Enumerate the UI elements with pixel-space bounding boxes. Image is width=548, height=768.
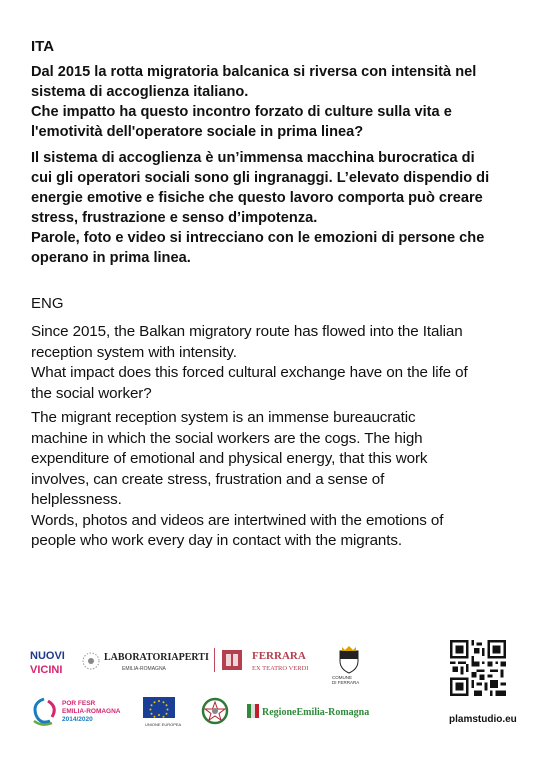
text-line: energie emotive e fisiche che questo lavoro comporta può creare — [31, 190, 483, 206]
text-line: Words, photos and videos are intertwined with the emotions of — [31, 511, 444, 529]
text-line: involves, can create stress, frustration and a sense of — [31, 470, 385, 488]
logo-text: EMILIA-ROMAGNA — [62, 708, 121, 715]
theater-icon — [222, 650, 242, 670]
text-line: helplessness. — [31, 491, 122, 508]
eu-flag-logo — [141, 697, 182, 736]
logo-text: POR FESR — [62, 700, 96, 707]
logo-text: FERRARA — [252, 650, 306, 662]
text-line: Since 2015, the Balkan migratory route has flowed into the Italian — [31, 323, 463, 340]
eng-paragraph-1 — [31, 322, 531, 404]
divider — [214, 648, 215, 672]
text-line: The migrant reception system is an immense bureaucratic — [31, 409, 416, 426]
logo-text: EMILIA-ROMAGNA — [122, 666, 166, 672]
por-fesr-logo — [30, 695, 121, 734]
text-line: What impact does this forced cultural exchange have on the life of — [31, 364, 468, 381]
text-line: machine in which the social workers are the cogs. The high — [31, 429, 423, 447]
swirl-icon — [34, 699, 54, 725]
logo-text: DI FERRARA — [332, 680, 360, 685]
italian-republic-emblem — [200, 696, 230, 731]
logo-text: NUOVI — [30, 650, 65, 662]
coat-of-arms-icon — [340, 646, 358, 673]
logo-text: LABORATORIAPERTI — [104, 652, 209, 663]
flag-stripe-icon — [247, 704, 251, 718]
regione-emilia-romagna-logo — [247, 704, 370, 725]
text-line: Dal 2015 la rotta migratoria balcanica si riversa con intensità nel — [31, 64, 477, 80]
logo-text: UNIONE EUROPEA — [145, 722, 182, 727]
logo-text: COMUNE — [332, 675, 352, 680]
text-line: cui gli operatori sociali sono gli ingranaggi. L’elevato dispendio di — [31, 170, 490, 186]
text-line: l'emotività dell'operatore sociale in prima linea? — [31, 124, 364, 140]
text-line: people who work every day in contact with the migrants. — [31, 532, 402, 549]
text-line: Parole, foto e video si intrecciano con le emozioni di persone che — [31, 230, 485, 246]
nuovi-vicini-logo — [30, 648, 74, 681]
logo-text: VICINI — [30, 664, 63, 676]
laboratori-aperti-logo — [82, 648, 212, 679]
text-line: sistema di accoglienza italiano. — [31, 84, 249, 100]
text-line: operano in prima linea. — [31, 250, 191, 266]
website-url[interactable]: plamstudio.eu — [449, 714, 517, 725]
text-line: Il sistema di accoglienza è un’immensa macchina burocratica di — [31, 150, 475, 166]
logo-text: RegioneEmilia-Romagna — [262, 707, 370, 718]
dot-network-icon — [83, 653, 99, 669]
emblem-icon — [203, 699, 227, 723]
text-line: Che impatto ha questo incontro forzato di culture sulla vita e — [31, 104, 452, 120]
eng-label: ENG — [31, 295, 64, 312]
eng-paragraph-2 — [31, 408, 531, 552]
text-line: stress, frustrazione e senso d’impotenza. — [31, 210, 318, 226]
ita-paragraph-2 — [31, 148, 531, 268]
text-line: reception system with intensity. — [31, 343, 237, 361]
qr-code-icon — [450, 640, 506, 696]
logo-text: 2014/2020 — [62, 716, 93, 723]
comune-ferrara-logo — [332, 645, 366, 690]
ferrara-logo — [222, 646, 312, 679]
ita-paragraph-1 — [31, 62, 531, 142]
ita-label: ITA — [31, 38, 55, 55]
logo-text: EX TEATRO VERDI — [252, 665, 309, 672]
text-line: the social worker? — [31, 384, 152, 402]
text-line: expenditure of emotional and physical energy, that this work — [31, 450, 428, 467]
